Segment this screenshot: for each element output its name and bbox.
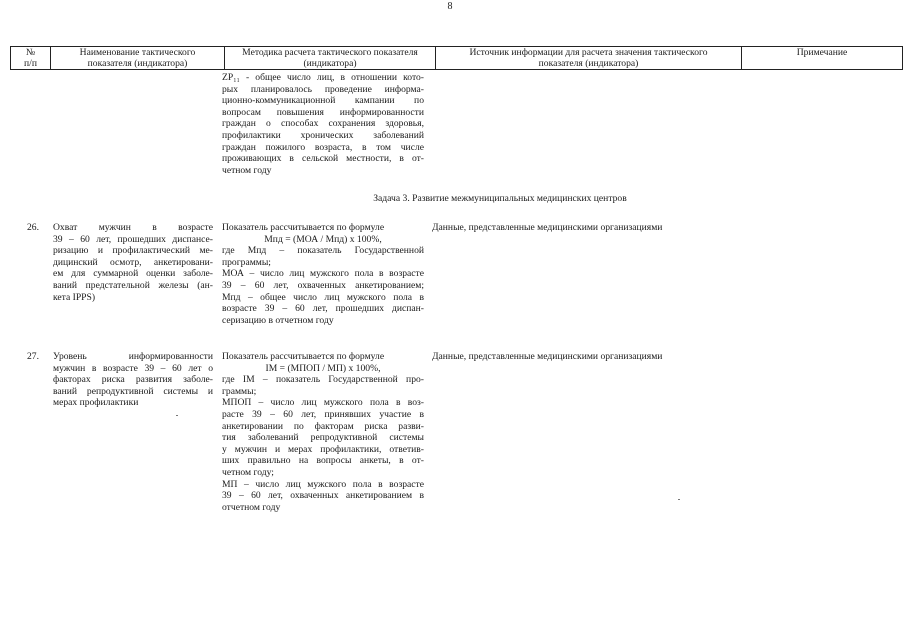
header-col-note [742,47,902,69]
header-col-number-line: п/п [24,57,37,69]
text-line: ризацию и профилактический ме- [53,245,213,257]
text-line: у мужчин и мерах профилактики, ответив- [222,443,424,455]
header-col-name [51,47,225,69]
text-line: MПОП – число лиц мужского пола в воз- [222,397,424,409]
row-number: 26. [27,222,39,233]
header-col-note-line: Примечание [796,47,848,58]
text-line: профилактики хронических заболеваний [222,129,424,141]
row-26-source: Данные, представленные медицинскими организациями [432,222,663,233]
page-number: 8 [447,1,453,12]
text-line: ZP₁₁ - общее число лиц, в отношении кото- [222,72,424,83]
header-col-method [225,47,436,69]
text-line: Показатель рассчитывается по формуле [222,351,385,362]
header-col-source-line: Источник информации для расчета значения тактического [469,47,708,58]
row-27-source: Данные, представленные медицинскими организациями [432,351,663,362]
header-col-number [11,47,51,69]
text-line: тия заболеваний репродуктивной системы [222,432,424,444]
text-line: рых планировалось проведение информа- [222,83,424,95]
table-header [10,46,903,70]
header-col-number-line: № [25,47,36,58]
text-line: 39 – 60 лет, прошедших диспансе- [53,233,213,245]
text-line: проживающих в сельской местности, в от- [222,153,424,165]
row-26-indicator-name [53,222,213,303]
text-line: ционно-коммуникационной кампании по [222,95,424,107]
continuation-method-text [222,72,424,176]
text-line: граждан пожилого возраста, в том числе [222,141,424,153]
text-line: граммы; [222,385,257,397]
row-26-method [222,222,424,326]
header-col-method-line: Методика расчета тактического показателя [242,47,418,58]
text-line: где Mпд – показатель Государственной [222,245,424,257]
text-line: Показатель рассчитывается по формуле [222,222,385,233]
header-col-name-line: показателя (индикатора) [87,57,188,69]
text-line: ваний предстательной железы (ан- [53,279,213,291]
row-number: 27. [27,351,39,362]
header-col-source [436,47,742,69]
header-col-source-line: показателя (индикатора) [538,57,639,69]
formula: IМ = (MПОП / MП) x 100%, [265,362,381,374]
row-27-indicator-name [53,351,213,409]
text-line: серизацию в отчетном году [222,314,334,326]
row-27-method [222,351,424,513]
header-col-name-line: Наименование тактического [79,47,196,58]
formula: Mпд = (MОА / Mпд) x 100%, [264,233,382,245]
text-line: анкетировании по факторам риска разви- [222,420,424,432]
text-line: возрасте 39 – 60 лет, прошедших диспан- [222,303,424,315]
text-line: факторах риска развития заболе- [53,374,213,386]
text-line: где IМ – показатель Государственной про- [222,374,424,386]
text-line: программы; [222,256,271,268]
text-line: Охват мужчин в возрасте [53,222,213,233]
text-line: Mпд – общее число лиц мужского пола в [222,291,424,303]
text-line: MОА – число лиц мужского пола в возрасте [222,268,424,280]
text-line: кета IPPS) [53,291,96,303]
scan-speck [678,499,680,500]
text-line: ем для суммарной оценки заболе- [53,268,213,280]
text-line: отчетном году [222,501,281,513]
text-line: ших правильно на вопросы анкеты, в от- [222,455,424,467]
text-line: расте 39 – 60 лет, принявших участие в [222,408,424,420]
text-line: вопросам повышения информированности [222,106,424,118]
text-line: ваний репродуктивной системы и [53,385,213,397]
text-line: 39 – 60 лет, охваченных анкетированием; [222,279,424,291]
text-line: граждан о способах сохранения здоровья, [222,118,424,130]
text-line: четном году; [222,466,274,478]
scan-speck [176,415,178,416]
text-line: 39 – 60 лет, охваченных анкетированием в [222,490,424,502]
text-line: четном году [222,164,272,176]
task-heading: Задача 3. Развитие межмуниципальных медицинских центров [373,193,627,204]
text-line: MП – число лиц мужского пола в возрасте [222,478,424,490]
text-line: дицинский осмотр, анкетировани- [53,256,213,268]
text-line: мужчин в возрасте 39 – 60 лет о [53,362,213,374]
text-line: Уровень информированности [53,351,213,362]
text-line: мерах профилактики [53,397,139,409]
header-col-method-line: (индикатора) [303,57,357,69]
